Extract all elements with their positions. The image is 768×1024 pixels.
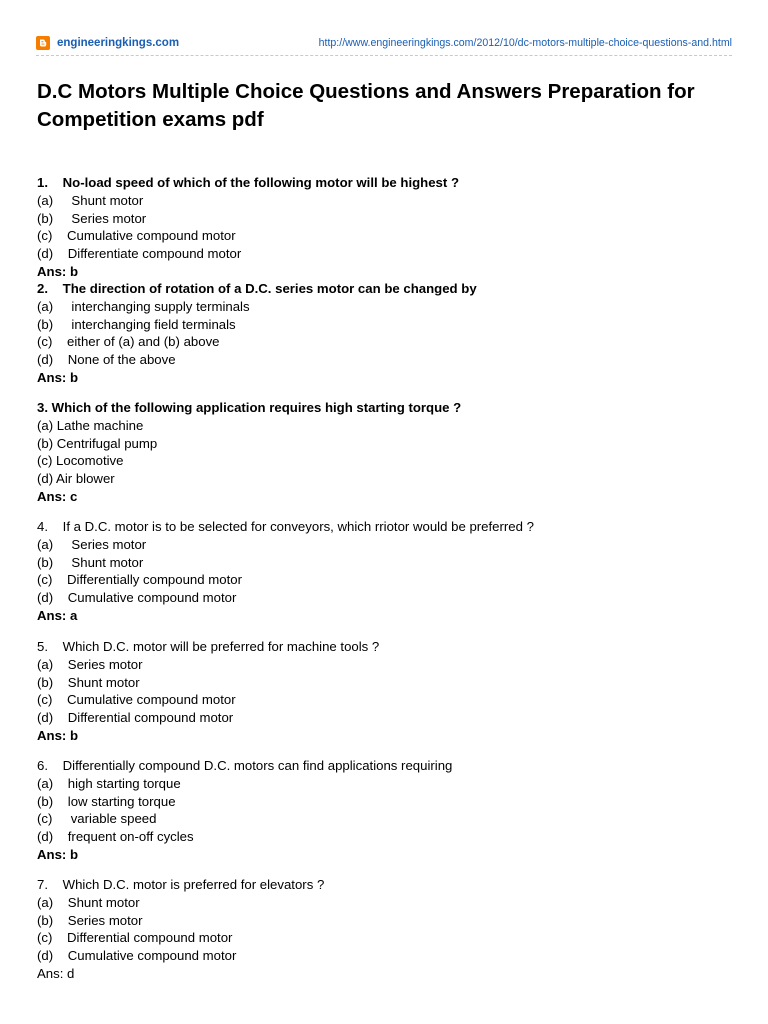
option-b: (b) interchanging field terminals xyxy=(37,316,236,332)
question-text: 2. The direction of rotation of a D.C. series motor can be changed by xyxy=(37,281,477,296)
page-title: D.C Motors Multiple Choice Questions and Answers Preparation for Competition exams pdf xyxy=(37,80,695,131)
answer-text: Ans: b xyxy=(37,369,79,385)
option-b: (b) Shunt motor xyxy=(37,674,140,690)
option-a: (a) interchanging supply terminals xyxy=(37,298,250,314)
option-c: (c) Differential compound motor xyxy=(37,930,233,946)
answer-text: Ans: b xyxy=(37,727,79,743)
answer-text: Ans: d xyxy=(37,965,75,981)
blogger-icon xyxy=(36,36,50,50)
question-block-5 xyxy=(37,638,737,745)
option-a: (a) Shunt motor xyxy=(37,894,140,910)
option-c: (c) variable speed xyxy=(37,811,157,827)
option-c: (c) Locomotive xyxy=(37,453,124,469)
page-header xyxy=(36,33,732,53)
option-a: (a) Series motor xyxy=(37,536,147,552)
answer-text: Ans: b xyxy=(37,846,79,862)
option-d: (d) Cumulative compound motor xyxy=(37,590,237,606)
option-a: (a) Shunt motor xyxy=(37,192,144,208)
option-a: (a) Series motor xyxy=(37,656,143,672)
option-b: (b) Series motor xyxy=(37,912,143,928)
question-block-7 xyxy=(37,876,737,983)
option-c: (c) either of (a) and (b) above xyxy=(37,334,220,350)
page-url-link[interactable]: http://www.engineeringkings.com/2012/10/dc-motors-multiple-choice-questions-and.html xyxy=(318,37,732,49)
option-d: (d) None of the above xyxy=(37,352,176,368)
option-d: (d) frequent on-off cycles xyxy=(37,829,194,845)
answer-text: Ans: c xyxy=(37,488,78,504)
option-d: (d) Cumulative compound motor xyxy=(37,948,237,964)
answer-text: Ans: a xyxy=(37,607,78,623)
answer-text: Ans: b xyxy=(37,263,79,279)
question-text: 1. No-load speed of which of the following motor will be highest ? xyxy=(37,175,459,190)
option-d: (d) Differential compound motor xyxy=(37,710,234,726)
header-divider xyxy=(36,55,732,56)
question-block-3 xyxy=(37,399,737,506)
site-name-link[interactable]: engineeringkings.com xyxy=(57,37,180,49)
site-brand[interactable] xyxy=(36,36,179,50)
option-d: (d) Air blower xyxy=(37,471,115,487)
option-d: (d) Differentiate compound motor xyxy=(37,246,242,262)
option-b: (b) Shunt motor xyxy=(37,554,144,570)
question-block-1 xyxy=(37,174,737,281)
option-c: (c) Cumulative compound motor xyxy=(37,228,236,244)
option-a: (a) high starting torque xyxy=(37,775,181,791)
question-text: 4. If a D.C. motor is to be selected for conveyors, which rriotor would be preferred ? xyxy=(37,519,534,534)
question-block-6 xyxy=(37,757,737,864)
question-text: 7. Which D.C. motor is preferred for elevators ? xyxy=(37,877,325,892)
option-a: (a) Lathe machine xyxy=(37,417,144,433)
option-c: (c) Cumulative compound motor xyxy=(37,692,236,708)
option-b: (b) low starting torque xyxy=(37,793,176,809)
question-text: 5. Which D.C. motor will be preferred for machine tools ? xyxy=(37,639,380,654)
question-text: 3. Which of the following application requires high starting torque ? xyxy=(37,400,462,415)
option-b: (b) Series motor xyxy=(37,210,147,226)
question-block-2 xyxy=(37,280,737,387)
option-c: (c) Differentially compound motor xyxy=(37,572,242,588)
option-b: (b) Centrifugal pump xyxy=(37,435,158,451)
question-text: 6. Differentially compound D.C. motors can find applications requiring xyxy=(37,758,453,773)
question-block-4 xyxy=(37,518,737,625)
